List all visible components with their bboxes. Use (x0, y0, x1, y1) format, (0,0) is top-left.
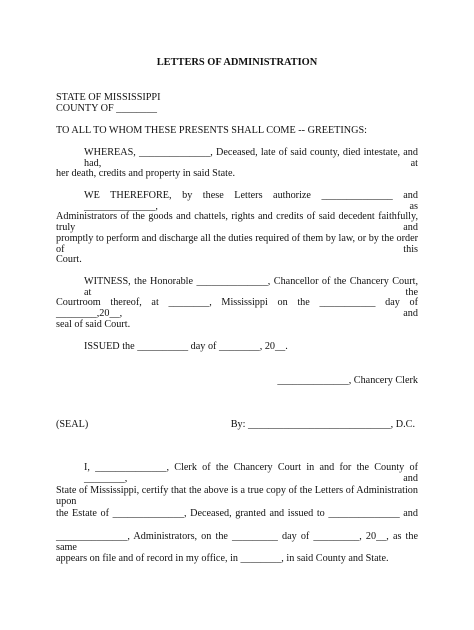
seal-label: (SEAL) (56, 419, 89, 430)
certificate-line-2: State of Mississippi, certify that the above is a true copy of the Letters of Administration upon (56, 485, 418, 507)
chancery-clerk-signature: ______________, Chancery Clerk (277, 375, 418, 386)
county-line: COUNTY OF ________ (56, 103, 157, 114)
certificate-line-5: appears on file and of record in my office, in ________, in said County and State. (56, 553, 389, 564)
certificate-line-3: the Estate of ______________, Deceased, granted and issued to ______________ and (56, 508, 418, 519)
therefore-line-2: Administrators of the goods and chattels, rights and credits of said decedent faithfully, truly and (56, 211, 418, 233)
therefore-line-1: WE THEREFORE, by these Letters authorize ______________ and ______________, as (84, 190, 418, 212)
deputy-clerk-signature: By: ____________________________, D.C. (230, 419, 415, 430)
document-title: LETTERS OF ADMINISTRATION (156, 57, 318, 68)
issued-line: ISSUED the __________ day of ________, 20__. (84, 341, 288, 352)
therefore-line-4: Court. (56, 254, 82, 265)
witness-line-1: WITNESS, the Honorable ______________, Chancellor of the Chancery Court, at the (84, 276, 418, 298)
witness-line-2: Courtroom thereof, at ________, Mississippi on the ___________ day of ________,20__, and (56, 297, 418, 319)
certificate-line-1: I, ______________, Clerk of the Chancery Court in and for the County of ________, and (84, 462, 418, 484)
greeting-line: TO ALL TO WHOM THESE PRESENTS SHALL COME -- GREETINGS: (56, 125, 368, 136)
whereas-line-2: her death, credits and property in said State. (56, 168, 236, 179)
witness-line-3: seal of said Court. (56, 319, 131, 330)
certificate-line-4: ______________, Administrators, on the _________ day of _________, 20__, as the same (56, 531, 418, 553)
state-line: STATE OF MISSISSIPPI (56, 92, 161, 103)
whereas-line-1: WHEREAS, ______________, Deceased, late of said county, died intestate, and had, at (84, 147, 418, 169)
therefore-line-3: promptly to perform and discharge all the duties required of them by law, or by the order of this (56, 233, 418, 255)
